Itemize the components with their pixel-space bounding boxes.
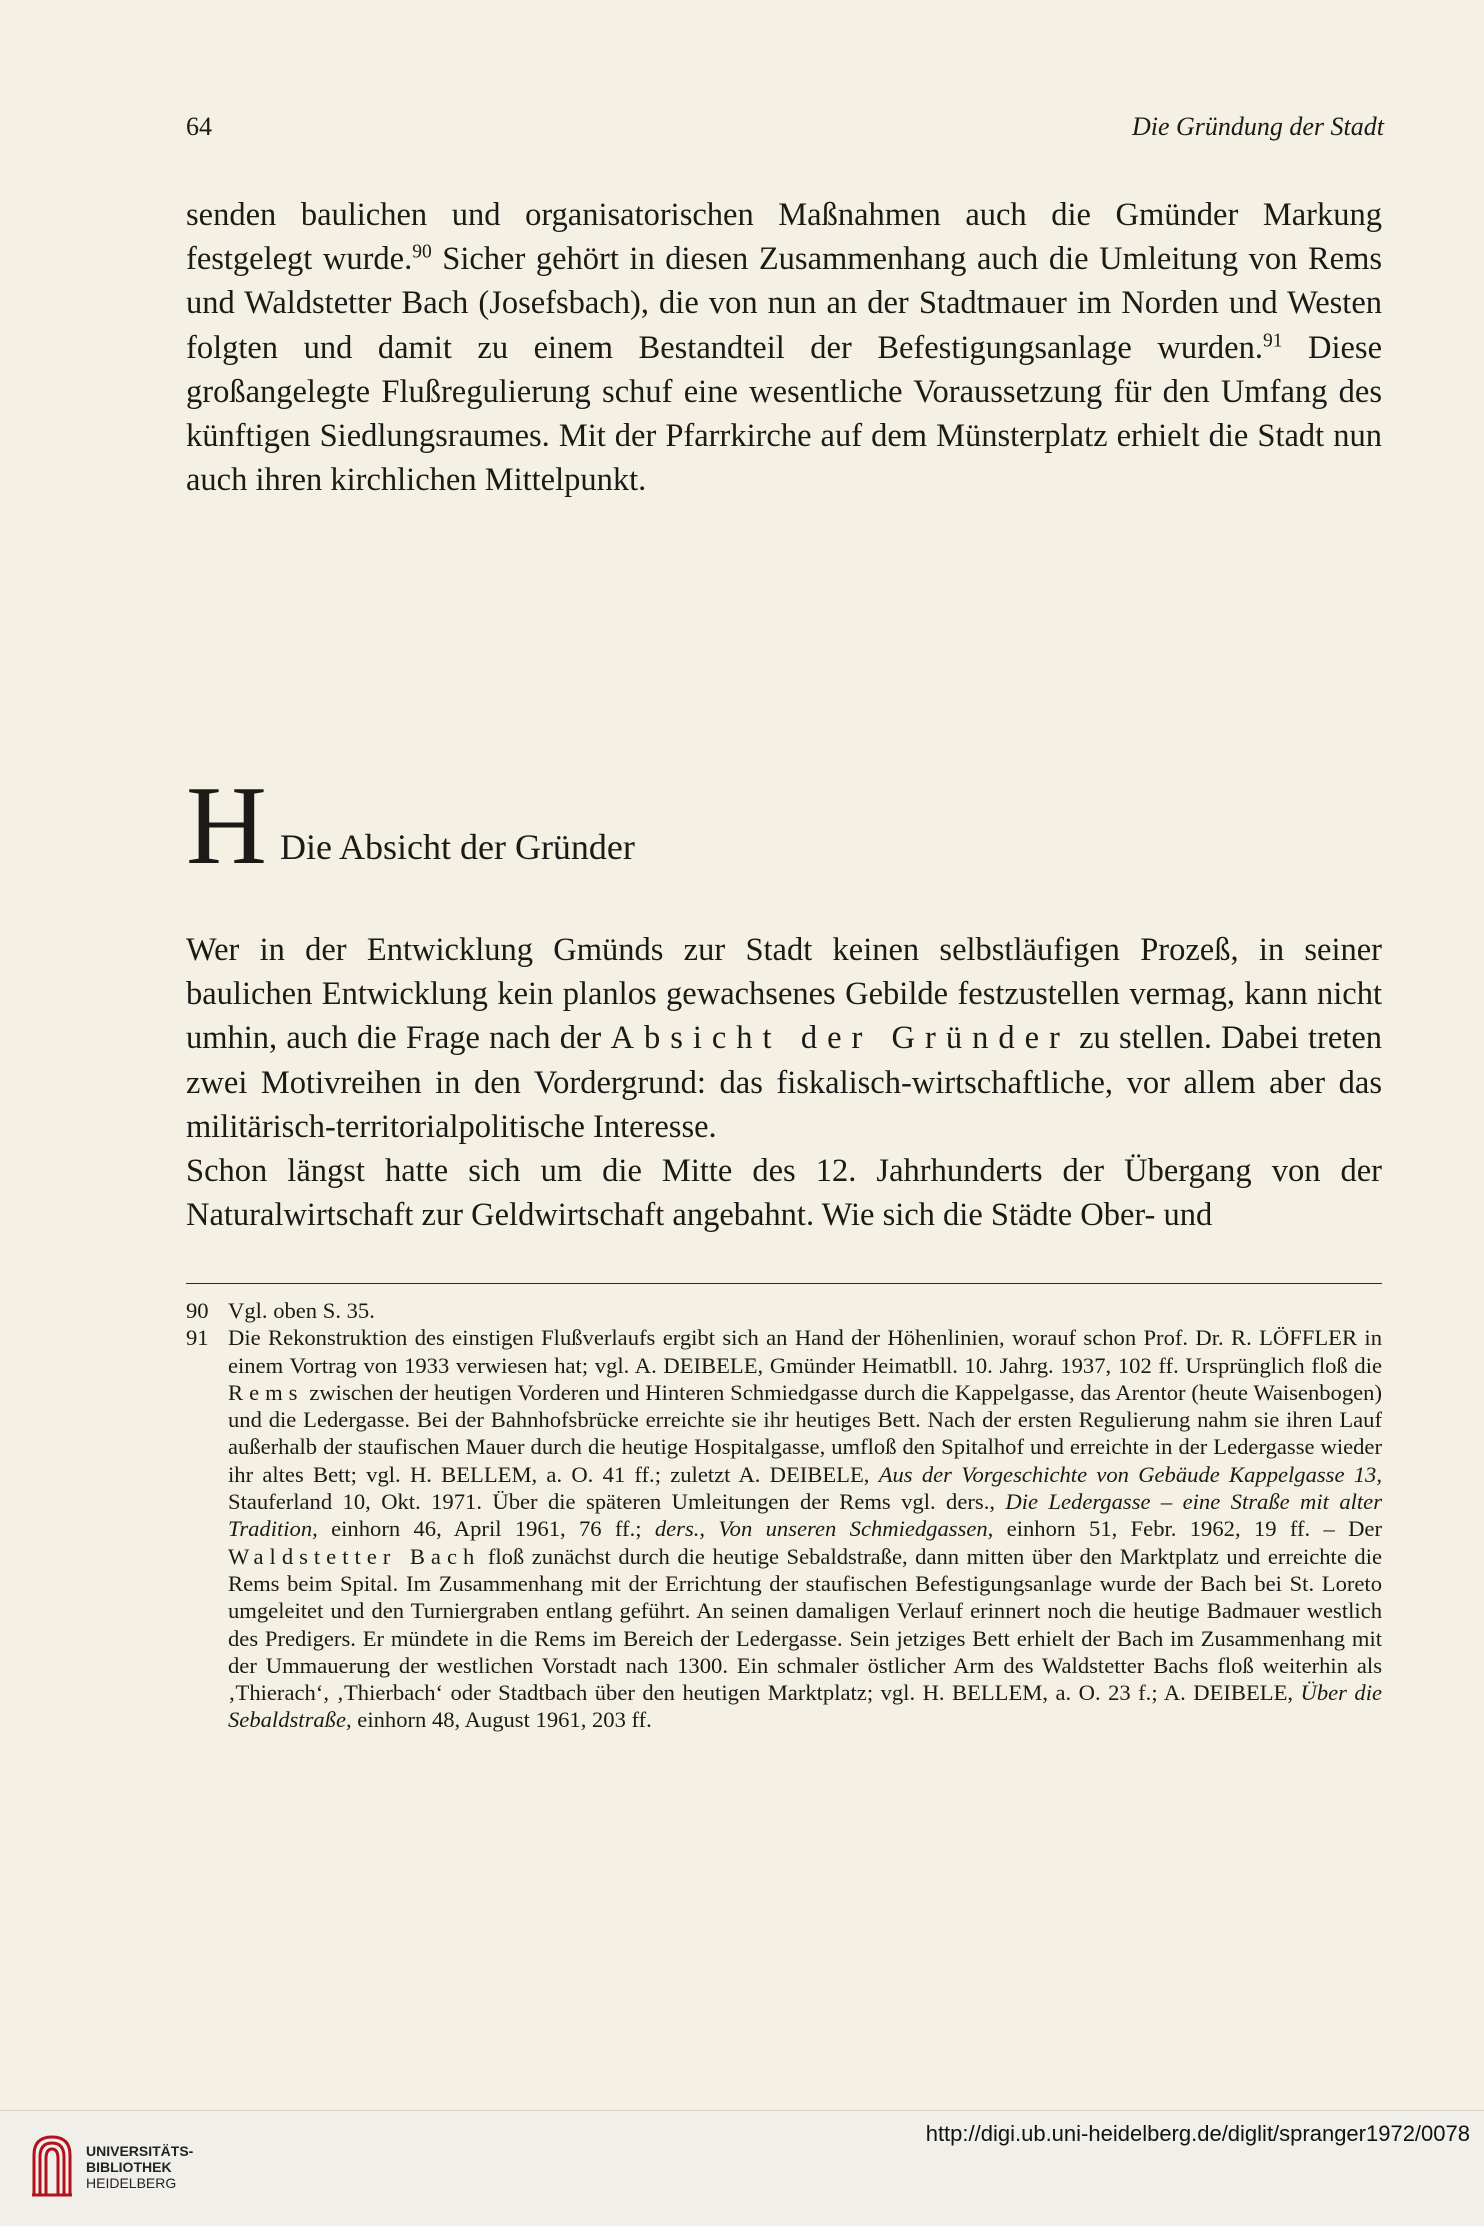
italic-title: Über die Sebaldstraße, [228, 1680, 1383, 1733]
emphasized-text: Rems [228, 1379, 304, 1405]
source-url-link[interactable]: http://digi.ub.uni-heidelberg.de/diglit/spranger1972/0078 [925, 2121, 1470, 2146]
footnote-ref-91[interactable]: 91 [1262, 329, 1283, 351]
viewer-footer [0, 2110, 1484, 2226]
page-number: 64 [186, 112, 212, 141]
paragraph-text: Schon längst hatte sich um die Mitte des 12. Jahrhunderts der Übergang von der Naturalwirtschaft zur Geldwirtschaft angebahnt. Wie sich die Städte Ober- und [186, 1153, 1382, 1234]
footnote-90 [186, 1297, 1382, 1324]
footnote-text: Vgl. oben S. 35. [228, 1298, 375, 1323]
library-name[interactable]: UNIVERSITÄTS- BIBLIOTHEK HEIDELBERG [86, 2143, 194, 2191]
paragraph-intro [186, 193, 1382, 502]
footnote-text: einhorn 51, Febr. 1962, 19 ff. – Der [993, 1516, 1382, 1542]
footnote-ref-90[interactable]: 90 [412, 241, 432, 263]
footnote-number: 91 [186, 1325, 209, 1351]
running-header [186, 112, 1384, 152]
paragraph-text: Sicher gehört in diesen Zusammenhang auch die Umleitung von Rems und Waldstetter Bach (Josefsbach), die von nun an der Stadtmauer im Norden und Westen folgten und damit zu einem Bestandteil der Befestigungsanlage wurden. [186, 241, 1382, 366]
italic-title: ders., Von unseren Schmiedgassen, [654, 1516, 994, 1542]
paragraph-text: senden baulichen und organisatorischen Maßnahmen auch die Gmünder Markung festgelegt wurde. [186, 197, 1382, 278]
footnotes [186, 1297, 1382, 1734]
running-title: Die Gründung der Stadt [1131, 112, 1384, 141]
footnote-text: einhorn 48, August 1961, 203 ff. [351, 1707, 652, 1733]
emphasized-text: Absicht der Gründer [610, 1020, 1070, 1057]
section-title: Die Absicht der Gründer [280, 827, 635, 867]
footnote-text: Stauferland 10, Okt. 1971. Über die späteren Umleitungen der Rems vgl. ders., [228, 1489, 1006, 1515]
footnote-number: 90 [186, 1298, 209, 1323]
footnote-text: Die Rekonstruktion des einstigen Flußverlaufs ergibt sich an Hand der Höhenlinien, worauf schon Prof. Dr. R. LÖFFLER in einem Vortrag von 1933 verwiesen hat; vgl. A. DEIBELE, Gmünder Heimatbll. 10. Jahrg. 1937, 102 ff. Ursprünglich floß die [228, 1325, 1382, 1378]
paragraph-text: Diese großangelegte Flußregulierung schuf eine wesentliche Voraussetzung für den Umfang des künftigen Siedlungsraumes. Mit der Pfarrkirche auf dem Münsterplatz erhielt die Stadt nun auch ihren kirchlichen Mittelpunkt. [186, 329, 1382, 499]
paragraph-text: zu stellen. Dabei treten zwei Motivreihen in den Vordergrund: das fiskalisch-wirtschaftliche, vor allem aber das militärisch-territorialpolitische Interesse. [186, 1020, 1382, 1145]
emphasized-text: Waldstetter Bach [228, 1543, 481, 1569]
footnote-text: floß zunächst durch die heutige Sebaldstraße, dann mitten über den Marktplatz und erreichte die Rems beim Spital. Im Zusammenhang mit der Errichtung der staufischen Befestigungsanlage wurde der Bach bei St. Loreto umgeleitet und den Turniergraben entlang geführt. An seinen damaligen Verlauf erinnert noch die heutige Badmauer westlich des Predigers. Er mündete in die Rems im Bereich der Ledergasse. Sein jetziges Bett erhielt der Bach im Zusammenhang mit der Ummauerung der westlichen Vorstadt nach 1300. Ein schmaler östlicher Arm des Waldstetter Bachs floß weiterhin als ‚Thierach‘, ‚Thierbach‘ oder Stadtbach über den heutigen Marktplatz; vgl. H. BELLEM, a. O. 23 f.; A. DEIBELE, [228, 1543, 1382, 1706]
footnote-text: einhorn 46, April 1961, 76 ff.; [317, 1516, 655, 1542]
section-initial: H [186, 764, 267, 888]
paragraph-section [186, 928, 1382, 1237]
footnote-text: zwischen der heutigen Vorderen und Hinteren Schmiedgasse durch die Kappelgasse, das Arentor (heute Waisenbogen) und die Ledergasse. Bei der Bahnhofsbrücke erreichte sie ihr heutiges Bett. Nach der ersten Regulierung nahm sie ihren Lauf außerhalb der staufischen Mauer durch die heutige Hospitalgasse, umfloß den Spitalhof und erreichte in der Ledergasse wieder ihr altes Bett; vgl. H. BELLEM, a. O. 41 ff.; zuletzt A. DEIBELE, [228, 1379, 1382, 1487]
italic-title: Die Ledergasse – eine Straße mit alter Tradition, [228, 1489, 1382, 1542]
ub-heidelberg-logo-icon[interactable] [30, 2131, 74, 2199]
footnote-divider [186, 1283, 1382, 1284]
italic-title: Aus der Vorgeschichte von Gebäude Kappelgasse 13, [878, 1461, 1382, 1487]
section-heading [186, 764, 1286, 890]
paragraph-text: Wer in der Entwicklung Gmünds zur Stadt keinen selbstläufigen Prozeß, in seiner baulichen Entwicklung kein planlos gewachsenes Gebilde festzustellen vermag, kann nicht umhin, auch die Frage nach der [186, 932, 1382, 1057]
footnote-91 [186, 1324, 1382, 1733]
